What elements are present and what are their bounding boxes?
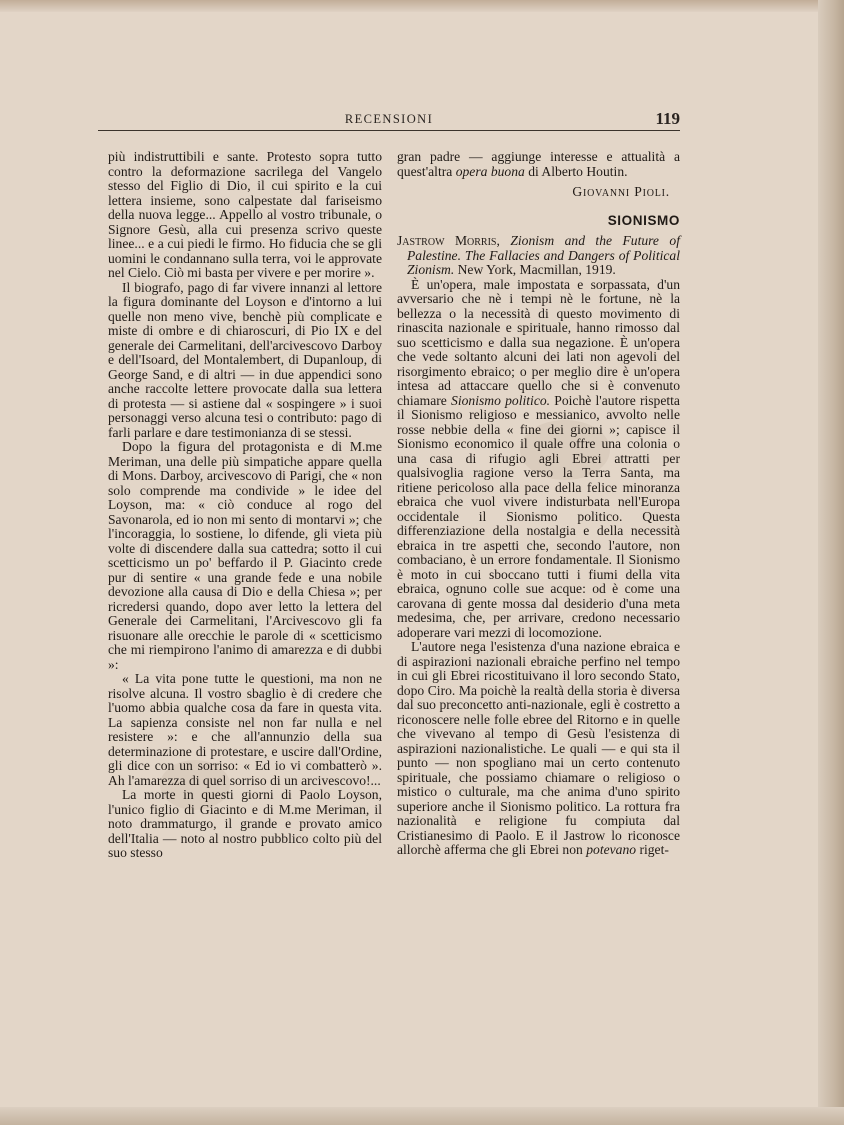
quote-paragraph: « La vita pone tutte le questioni, ma non ne risolve alcuna. Il vostro sbaglio è di credere che l'uomo abbia qualche cosa da fare in questa vita. La sapienza consiste nel non far nulla e nel resistere »: e che all'annunzio della sua determinazione di protestare, e uscire dall'Ordine, gli dice con un sorriso: « Ed io vi combatterò ». Ah l'amarezza di quel sorriso di un arcivescovo!... xyxy=(108,671,382,788)
paragraph xyxy=(397,278,680,641)
section-label: RECENSIONI xyxy=(344,112,434,126)
text-run: Poichè l'autore rispetta il Sionismo religioso e messianico, avvolto nelle rosse nebbie della « fine dei giorni »; capisce il Sionismo economico il quale offre una colonia o una casa di rifugio agli Ebrei attratti per qualsivoglia ragione verso la Terra Santa, ma ritiene pericoloso alla pace della felice minoranza ebraica che vuol vivere indisturbata nell'Europa occidentale il Sionismo politico. Questa differenziazione della nostalgia e della necessità ebraica in tre aspetti che, secondo l'autore, non combaciano, è un errore fondamentale. Il Sionismo è moto in cui sboccano tutti i fiumi della vita ebraica, ognuno colle sue acque: od è come una carovana di gente mossa dal desiderio d'una meta medesima, che, per arrivare, credono necessario adoperare vari mezzi di locomozione. xyxy=(397,392,680,640)
paragraph: Il biografo, pago di far vivere innanzi al lettore la figura dominante del Loyson e d'intorno a lui quelle non meno vive, benchè più complicate e miste di ombre e di chiaroscuri, di Pio IX e del generale dei Carmelitani, dell'arcivescovo Darboy e dell'Isoard, del Montalembert, di Dupanloup, di George Sand, e di altri — in due appendici sono anche raccolte lettere provocate dalla sua lettera di protesta — si astiene dal « sospingere » i suoi personaggi verso alcuna tesi o contributo: pago di farli parlare e dare testimonianza di se stessi. xyxy=(108,279,382,440)
review-signature: Giovanni Pioli. xyxy=(572,184,670,199)
page-bottom-edge xyxy=(0,1107,844,1125)
italic-text: opera buona xyxy=(455,163,525,179)
page-right-edge xyxy=(818,0,844,1125)
page-top-edge xyxy=(0,0,844,12)
citation-author: Jastrow Morris, xyxy=(397,233,500,248)
text-run: riget- xyxy=(636,842,669,857)
text-run: gran padre — aggiunge interesse e attualità a quest'altra xyxy=(397,149,680,179)
right-column xyxy=(397,150,680,858)
section-title: SIONISMO xyxy=(607,212,680,228)
citation-publication: New York, Macmillan, 1919. xyxy=(454,262,616,277)
paragraph: La morte in questi giorni di Paolo Loyson, l'unico figlio di Giacinto e di M.me Meriman, il noto drammaturgo, il grande e provato amico dell'Italia — noto al nostro pubblico colto più del suo stesso xyxy=(108,787,382,860)
bibliographic-citation xyxy=(397,234,680,278)
paragraph: più indistruttibili e sante. Protesto sopra tutto contro la deformazione sacrilega del Vangelo stesso del Figlio di Dio, il cui spirito e la cui lettera insieme, sono calpestate dal fariseismo della nuova legge... Appello al vostro tribunale, o Signore Gesù, alla cui presenza scrivo queste linee... e a cui piedi le firmo. Ho fiducia che se gli uomini le condannano sulla terra, voi le approvate nel Cielo. Ciò mi basta per vivere e per morire ». xyxy=(108,149,382,280)
text-run: È un'opera, male impostata e sorpassata, d'un avversario che nè i tempi nè le fortune, nè la bellezza o la necessità di questo movimento di rinascita nazionale e spirituale, hanno rimosso dal suo scetticismo e dalla sua negazione. È un'opera che vede soltanto alcuni dei lati non agevoli del risorgimento ebraico; o per meglio dire è un'opera intesa ad attaccare quello che si è convenuto chiamare xyxy=(397,276,680,408)
paragraph xyxy=(397,150,680,179)
header-rule xyxy=(98,130,680,131)
text-run: di Alberto Houtin. xyxy=(524,163,628,179)
citation-title: Zionism and the Future of Palestine. The Fallacies and Dangers of Political Zionism. xyxy=(407,233,680,277)
page-number: 119 xyxy=(655,109,680,128)
left-column xyxy=(108,150,382,861)
text-run: L'autore nega l'esistenza d'una nazione ebraica e di aspirazioni nazionali ebraiche perfino nel tempo in cui gli Ebrei ricostituivano il loro secondo Stato, dopo Ciro. Ma poichè la realtà della storia è diversa dal suo preconcetto anti-nazionale, egli è costretto a riconoscere nelle folle ebree del Ritorno e in quelle che vivevano al tempo di Gesù l'esistenza di aspirazioni nazionalistiche. Le quali — e qui sta il punto — non spogliano mai un certo contenuto spirituale, che possiamo chiamare o religioso o mistico o culturale, ma che anima d'uno spirito superiore anche il Sionismo politico. La rottura fra nazionalità e religione fu compiuta dal Cristianesimo di Paolo. E il Jastrow lo riconosce allorchè afferma che gli Ebrei non xyxy=(397,639,680,857)
italic-text: potevano xyxy=(586,842,637,857)
paragraph: Dopo la figura del protagonista e di M.me Meriman, una delle più simpatiche appare quella di Mons. Darboy, arcivescovo di Parigi, che « non solo comprende ma condivide » le idee del Loyson, ma: « ciò conduce al rogo del Savonarola, ed io non mi sento di montarvi »; che l'incoraggia, lo sostiene, lo difende, gli vieta più volte di discendere dalla sua cattedra; sotto il cui scetticismo un po' beffardo il P. Giacinto crede pur di sentire « una grande fede e una nobile devozione alla causa di Dio e della Chiesa »; per ricredersi quando, dopo aver letto la lettera del Generale dei Carmelitani, l'Arcivescovo gli fa risuonare alle orecchie le parole di « scetticismo che mi riempirono l'animo di amarezza e di dubbi »: xyxy=(108,439,382,672)
italic-text: Sionismo politico. xyxy=(451,392,551,408)
paragraph xyxy=(397,640,680,858)
